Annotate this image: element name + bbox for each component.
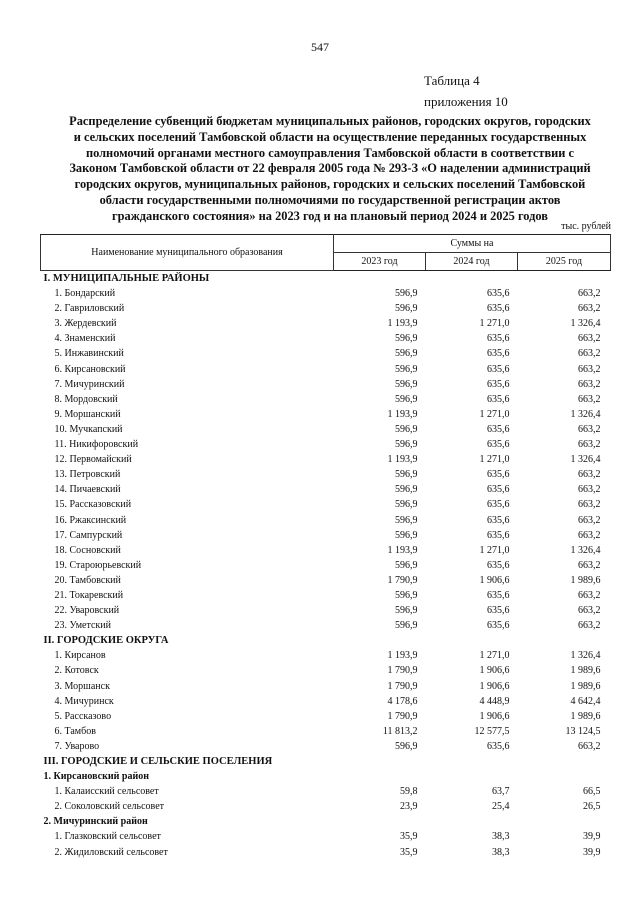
value-2024: 635,6 [487, 740, 510, 752]
row-name: 8. Мордовский [54, 393, 118, 405]
value-2025: 663,2 [578, 303, 601, 315]
subsection-header-row [41, 814, 611, 829]
appendix-label: приложения 10 [424, 94, 508, 109]
value-2024: 635,6 [487, 303, 510, 315]
row-name: 3. Моршанск [54, 680, 110, 692]
row-name: 10. Мучкапский [54, 423, 123, 435]
table-row [41, 331, 611, 346]
row-name: 4. Знаменский [54, 333, 116, 345]
value-2023: 35,9 [400, 831, 418, 843]
table-row [41, 543, 611, 558]
row-name: 2. Котовск [54, 665, 99, 677]
table-row [41, 377, 611, 392]
document-title [50, 114, 610, 225]
title-line: и сельских поселений Тамбовской области на осуществление переданных государственных [73, 129, 587, 144]
value-2025: 1 989,6 [570, 680, 601, 692]
value-2023: 596,9 [395, 499, 418, 511]
value-2023: 596,9 [395, 439, 418, 451]
value-2023: 35,9 [400, 846, 418, 858]
value-2024: 1 906,6 [479, 710, 510, 722]
value-2023: 1 193,9 [387, 544, 418, 556]
value-2023: 1 790,9 [387, 710, 418, 722]
table-row [41, 452, 611, 467]
value-2024: 635,6 [487, 393, 510, 405]
value-2023: 1 193,9 [387, 318, 418, 330]
table-row [41, 679, 611, 694]
value-2025: 66,5 [583, 786, 601, 798]
value-2023: 596,9 [395, 740, 418, 752]
table-row [41, 528, 611, 543]
table-row [41, 392, 611, 407]
value-2023: 1 790,9 [387, 680, 418, 692]
value-2025: 663,2 [578, 605, 601, 617]
table-body [41, 271, 611, 860]
value-2024: 1 271,0 [479, 544, 510, 556]
value-2025: 663,2 [578, 393, 601, 405]
value-2023: 596,9 [395, 559, 418, 571]
value-2024: 635,6 [487, 484, 510, 496]
value-2023: 596,9 [395, 378, 418, 390]
value-2024: 1 271,0 [479, 454, 510, 466]
value-2025: 1 326,4 [570, 544, 601, 556]
value-2025: 663,2 [578, 348, 601, 360]
row-name: 14. Пичаевский [54, 484, 121, 496]
value-2024: 635,6 [487, 514, 510, 526]
row-name: 20. Тамбовский [54, 574, 121, 586]
row-name: 1. Кирсанов [54, 650, 106, 662]
table-row [41, 482, 611, 497]
header-year-2024: 2024 год [426, 253, 518, 271]
value-2024: 635,6 [487, 363, 510, 375]
subvention-table [40, 234, 611, 860]
value-2025: 13 124,5 [565, 725, 601, 737]
value-2025: 663,2 [578, 363, 601, 375]
value-2025: 663,2 [578, 740, 601, 752]
title-line: городских округов, муниципальных районов, городских и сельских поселений Тамбовской [74, 177, 586, 192]
value-2025: 663,2 [578, 514, 601, 526]
table-row [41, 286, 611, 301]
subsection-title: 1. Кирсановский район [43, 771, 149, 783]
value-2024: 1 906,6 [479, 574, 510, 586]
value-2025: 1 989,6 [570, 665, 601, 677]
value-2024: 635,6 [487, 620, 510, 632]
section-header-row [41, 633, 611, 648]
value-2024: 635,6 [487, 348, 510, 360]
value-2025: 663,2 [578, 559, 601, 571]
table-row [41, 648, 611, 663]
value-2025: 663,2 [578, 439, 601, 451]
row-name: 5. Инжавинский [54, 348, 124, 360]
value-2024: 635,6 [487, 333, 510, 345]
section-title: III. ГОРОДСКИЕ И СЕЛЬСКИЕ ПОСЕЛЕНИЯ [43, 756, 273, 767]
value-2025: 39,9 [583, 846, 601, 858]
value-2023: 1 790,9 [387, 574, 418, 586]
row-name: 18. Сосновский [54, 544, 121, 556]
value-2025: 663,2 [578, 333, 601, 345]
value-2024: 1 906,6 [479, 680, 510, 692]
value-2023: 1 193,9 [387, 650, 418, 662]
value-2025: 663,2 [578, 469, 601, 481]
table-row [41, 301, 611, 316]
row-name: 21. Токаревский [54, 589, 124, 601]
value-2024: 63,7 [492, 786, 510, 798]
value-2025: 663,2 [578, 529, 601, 541]
title-line: гражданского состояния» на 2023 год и на плановый период 2024 и 2025 годов [112, 208, 548, 223]
value-2025: 663,2 [578, 484, 601, 496]
table-row [41, 346, 611, 361]
value-2025: 1 989,6 [570, 574, 601, 586]
table-row [41, 618, 611, 633]
row-name: 11. Никифоровский [54, 439, 139, 451]
row-name: 22. Уваровский [54, 605, 120, 617]
value-2025: 663,2 [578, 499, 601, 511]
header-name-column: Наименование муниципального образования [41, 235, 334, 271]
value-2025: 26,5 [583, 801, 601, 813]
table-row [41, 739, 611, 754]
table-row [41, 588, 611, 603]
header-year-2025: 2025 год [518, 253, 611, 271]
value-2024: 635,6 [487, 423, 510, 435]
value-2024: 1 271,0 [479, 650, 510, 662]
title-line: Распределение субвенций бюджетам муниципальных районов, городских округов, городских [69, 114, 591, 128]
value-2025: 4 642,4 [570, 695, 601, 707]
row-name: 12. Первомайский [54, 454, 132, 466]
value-2025: 663,2 [578, 423, 601, 435]
row-name: 17. Сампурский [54, 529, 123, 541]
title-line: Законом Тамбовской области от 22 февраля 2005 года № 293-З «О наделении администраций [69, 161, 591, 176]
table-row [41, 467, 611, 482]
table-row [41, 799, 611, 814]
section-title: I. МУНИЦИПАЛЬНЫЕ РАЙОНЫ [43, 273, 210, 284]
value-2025: 39,9 [583, 831, 601, 843]
section-header-row [41, 271, 611, 287]
row-name: 13. Петровский [54, 469, 121, 481]
value-2023: 596,9 [395, 423, 418, 435]
value-2023: 596,9 [395, 484, 418, 496]
subsection-header-row [41, 769, 611, 784]
value-2023: 596,9 [395, 348, 418, 360]
table-row [41, 603, 611, 618]
value-2023: 596,9 [395, 589, 418, 601]
row-name: 6. Тамбов [54, 725, 96, 737]
value-2023: 596,9 [395, 363, 418, 375]
row-name: 23. Уметский [54, 620, 111, 632]
value-2025: 1 989,6 [570, 710, 601, 722]
value-2024: 635,6 [487, 559, 510, 571]
value-2025: 1 326,4 [570, 650, 601, 662]
table-row [41, 845, 611, 860]
value-2024: 12 577,5 [474, 725, 510, 737]
title-line: полномочий органами местного самоуправления Тамбовской области в соответствии с [85, 145, 575, 160]
value-2024: 635,6 [487, 605, 510, 617]
table-row [41, 573, 611, 588]
value-2023: 1 790,9 [387, 665, 418, 677]
table-row [41, 497, 611, 512]
value-2025: 1 326,4 [570, 408, 601, 420]
table-row [41, 316, 611, 331]
section-header-row [41, 754, 611, 769]
row-name: 15. Рассказовский [54, 499, 132, 511]
value-2023: 596,9 [395, 393, 418, 405]
value-2024: 635,6 [487, 469, 510, 481]
value-2025: 1 326,4 [570, 454, 601, 466]
table-row [41, 694, 611, 709]
value-2025: 663,2 [578, 620, 601, 632]
value-2025: 1 326,4 [570, 318, 601, 330]
header-sums-label: Суммы на [334, 235, 611, 253]
section-title: II. ГОРОДСКИЕ ОКРУГА [43, 635, 169, 647]
value-2024: 1 906,6 [479, 665, 510, 677]
value-2023: 59,8 [400, 786, 418, 798]
value-2024: 38,3 [492, 846, 510, 858]
table-row [41, 422, 611, 437]
value-2023: 11 813,2 [382, 725, 418, 737]
value-2024: 4 448,9 [479, 695, 510, 707]
value-2023: 596,9 [395, 605, 418, 617]
table-row [41, 407, 611, 422]
value-2024: 635,6 [487, 529, 510, 541]
row-name: 2. Жидиловский сельсовет [54, 846, 168, 858]
value-2025: 663,2 [578, 288, 601, 300]
row-name: 3. Жердевский [54, 318, 117, 330]
row-name: 6. Кирсановский [54, 363, 126, 375]
value-2024: 635,6 [487, 499, 510, 511]
title-line: области государственными полномочиями по государственной регистрации актов [99, 192, 561, 207]
row-name: 16. Ржаксинский [54, 514, 127, 526]
value-2023: 596,9 [395, 529, 418, 541]
value-2024: 635,6 [487, 589, 510, 601]
value-2024: 1 271,0 [479, 408, 510, 420]
table-row [41, 709, 611, 724]
value-2023: 23,9 [400, 801, 418, 813]
table-row [41, 829, 611, 844]
value-2023: 1 193,9 [387, 454, 418, 466]
value-2024: 38,3 [492, 831, 510, 843]
subsection-title: 2. Мичуринский район [43, 816, 148, 828]
units-note: тыс. рублей [561, 221, 611, 232]
value-2023: 596,9 [395, 469, 418, 481]
row-name: 1. Калаисский сельсовет [54, 786, 159, 798]
row-name: 1. Бондарский [54, 288, 116, 300]
table-row [41, 513, 611, 528]
row-name: 4. Мичуринск [54, 695, 114, 707]
value-2025: 663,2 [578, 378, 601, 390]
table-row [41, 362, 611, 377]
table-row [41, 724, 611, 739]
value-2023: 4 178,6 [387, 695, 418, 707]
value-2024: 635,6 [487, 439, 510, 451]
row-name: 2. Гавриловский [54, 303, 125, 315]
table-row [41, 437, 611, 452]
header-year-2023: 2023 год [334, 253, 426, 271]
page-number: 547 [311, 40, 329, 54]
row-name: 9. Моршанский [54, 408, 121, 420]
value-2023: 1 193,9 [387, 408, 418, 420]
row-name: 2. Соколовский сельсовет [54, 801, 165, 813]
value-2024: 25,4 [492, 801, 510, 813]
value-2024: 635,6 [487, 288, 510, 300]
value-2023: 596,9 [395, 620, 418, 632]
table-label: Таблица 4 [424, 73, 480, 88]
table-row [41, 663, 611, 678]
row-name: 7. Мичуринский [54, 378, 125, 390]
row-name: 1. Глазковский сельсовет [54, 831, 161, 843]
value-2024: 1 271,0 [479, 318, 510, 330]
value-2025: 663,2 [578, 589, 601, 601]
value-2023: 596,9 [395, 514, 418, 526]
table-row [41, 558, 611, 573]
row-name: 19. Староюрьевский [54, 559, 142, 571]
row-name: 7. Уварово [54, 740, 100, 752]
value-2023: 596,9 [395, 288, 418, 300]
table-row [41, 784, 611, 799]
value-2023: 596,9 [395, 303, 418, 315]
value-2024: 635,6 [487, 378, 510, 390]
row-name: 5. Рассказово [54, 710, 112, 722]
value-2023: 596,9 [395, 333, 418, 345]
